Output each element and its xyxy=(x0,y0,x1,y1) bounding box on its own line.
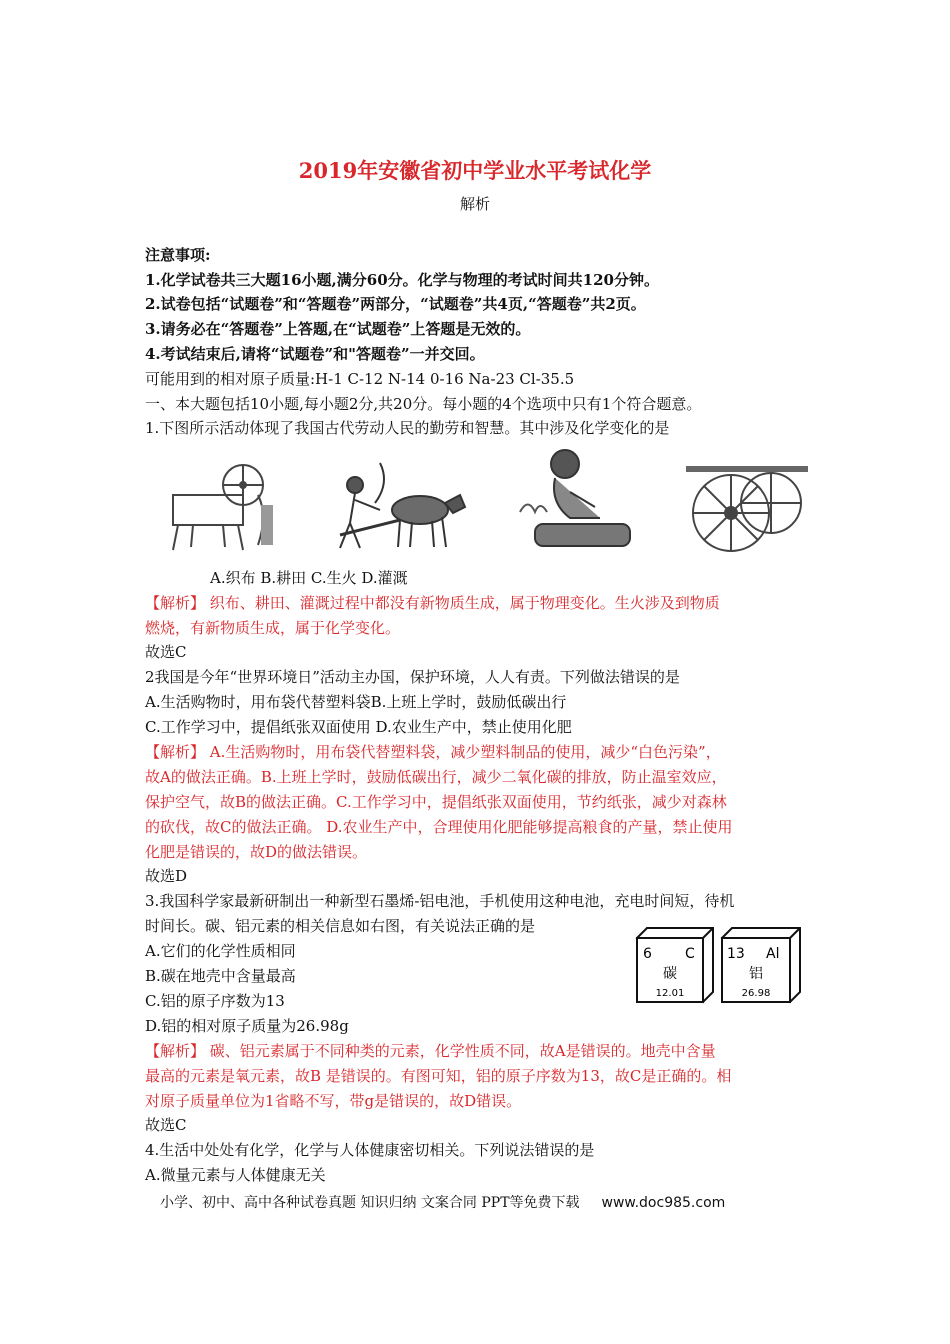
water-wheel-picture xyxy=(686,458,808,556)
q4-stem: 4.生活中处处有化学，化学与人体健康密切相关。下列说法错误的是 xyxy=(145,1141,595,1159)
q3-option-c: C.铝的原子序数为13 xyxy=(145,992,285,1010)
element-number: 6 xyxy=(643,946,652,962)
making-fire-picture xyxy=(510,442,640,552)
q2-stem: 2我国是今年“世界环境日”活动主办国，保护环境，人人有责。下列做法错误的是 xyxy=(145,668,680,686)
q4-option-a: A.微量元素与人体健康无关 xyxy=(145,1166,326,1184)
q1-answer: 故选C xyxy=(145,643,187,661)
q3-analysis-cont: 最高的元素是氧元素，故B 是错误的。有图可知，铝的原子序数为13，故C是正确的。相 xyxy=(145,1067,732,1085)
q1-analysis xyxy=(145,591,720,616)
q2-analysis xyxy=(145,740,721,765)
q3-stem-cont: 时间长。碳、铝元素的相关信息如右图，有关说法正确的是 xyxy=(145,917,536,935)
analysis-text: 碳、铝元素属于不同种类的元素，化学性质不同，故A是错误的。地壳中含量 xyxy=(205,1042,716,1060)
analysis-text: A.生活购物时，用布袋代替塑料袋，减少塑料制品的使用，减少“白色污染”， xyxy=(205,743,721,761)
notice-heading: 注意事项: xyxy=(145,246,211,264)
element-symbol: Al xyxy=(766,946,780,962)
analysis-tag: 【解析】 xyxy=(145,743,206,761)
analysis-text: 织布、耕田、灌溉过程中都没有新物质生成，属于物理变化。生火涉及到物质 xyxy=(205,594,720,612)
q1-options: A.织布 B.耕田 C.生火 D.灌溉 xyxy=(210,569,408,587)
element-mass: 12.01 xyxy=(655,988,685,999)
q3-option-b: B.碳在地壳中含量最高 xyxy=(145,967,296,985)
spinning-wheel-picture xyxy=(163,455,283,555)
notice-item: 1.化学试卷共三大题16小题,满分60分。化学与物理的考试时间共120分钟。 xyxy=(145,271,659,289)
atomic-mass-line: 可能用到的相对原子质量:H-1 C-12 N-14 0-16 Na-23 Cl-35.5 xyxy=(145,370,575,388)
element-number: 13 xyxy=(727,946,745,962)
q3-option-d: D.铝的相对原子质量为26.98g xyxy=(145,1017,349,1035)
q3-option-a: A.它们的化学性质相同 xyxy=(145,942,296,960)
q1-stem: 1.下图所示活动体现了我国古代劳动人民的勤劳和智慧。其中涉及化学变化的是 xyxy=(145,419,670,437)
q2-options-ab: A.生活购物时，用布袋代替塑料袋B.上班上学时，鼓励低碳出行 xyxy=(145,693,567,711)
analysis-tag: 【解析】 xyxy=(145,1042,206,1060)
element-name: 铝 xyxy=(749,966,763,982)
notice-item: 4.考试结束后,请将“试题卷”和"答题卷”一并交回。 xyxy=(145,345,485,363)
page-subtitle: 解析 xyxy=(459,195,490,213)
q3-analysis xyxy=(145,1039,716,1064)
analysis-tag: 【解析】 xyxy=(145,594,206,612)
element-name: 碳 xyxy=(663,966,677,982)
element-symbol: C xyxy=(685,946,695,962)
q2-analysis-cont: 化肥是错误的，故D的做法错误。 xyxy=(145,843,368,861)
notice-item: 3.请务必在“答题卷”上答题,在“试题卷”上答题是无效的。 xyxy=(145,320,531,338)
q2-options-cd: C.工作学习中，提倡纸张双面使用 D.农业生产中，禁止使用化肥 xyxy=(145,718,572,736)
q3-answer: 故选C xyxy=(145,1116,187,1134)
element-mass: 26.98 xyxy=(741,988,771,999)
q3-stem: 3.我国科学家最新研制出一种新型石墨烯-铝电池，手机使用这种电池，充电时间短，待机 xyxy=(145,892,735,910)
q1-analysis-cont: 燃烧，有新物质生成，属于化学变化。 xyxy=(145,619,401,637)
footer xyxy=(160,1192,725,1212)
q2-analysis-cont: 的砍伐，故C的做法正确。 D.农业生产中，合理使用化肥能够提高粮食的产量，禁止使用 xyxy=(145,818,733,836)
carbon-element-card xyxy=(635,926,715,1006)
q3-analysis-cont: 对原子质量单位为1省略不写，带g是错误的，故D错误。 xyxy=(145,1092,522,1110)
footer-text: 小学、初中、高中各种试卷真题 知识归纳 文案合同 PPT等免费下载 xyxy=(160,1195,580,1211)
aluminum-element-card xyxy=(720,926,802,1006)
ox-plowing-picture xyxy=(300,455,470,555)
q2-answer: 故选D xyxy=(145,867,188,885)
notice-item: 2.试卷包括“试题卷”和“答题卷”两部分，“试题卷”共4页,“答题卷”共2页。 xyxy=(145,295,646,313)
section-heading: 一、本大题包括10小题,每小题2分,共20分。每小题的4个选项中只有1个符合题意。 xyxy=(145,395,702,413)
q2-analysis-cont: 保护空气，故B的做法正确。C.工作学习中，提倡纸张双面使用，节约纸张，减少对森林 xyxy=(145,793,727,811)
page-title: 2019年安徽省初中学业水平考试化学 xyxy=(298,158,652,183)
q2-analysis-cont: 故A的做法正确。B.上班上学时，鼓励低碳出行，减少二氧化碳的排放，防止温室效应， xyxy=(145,768,727,786)
footer-link[interactable]: www.doc985.com xyxy=(601,1195,726,1211)
